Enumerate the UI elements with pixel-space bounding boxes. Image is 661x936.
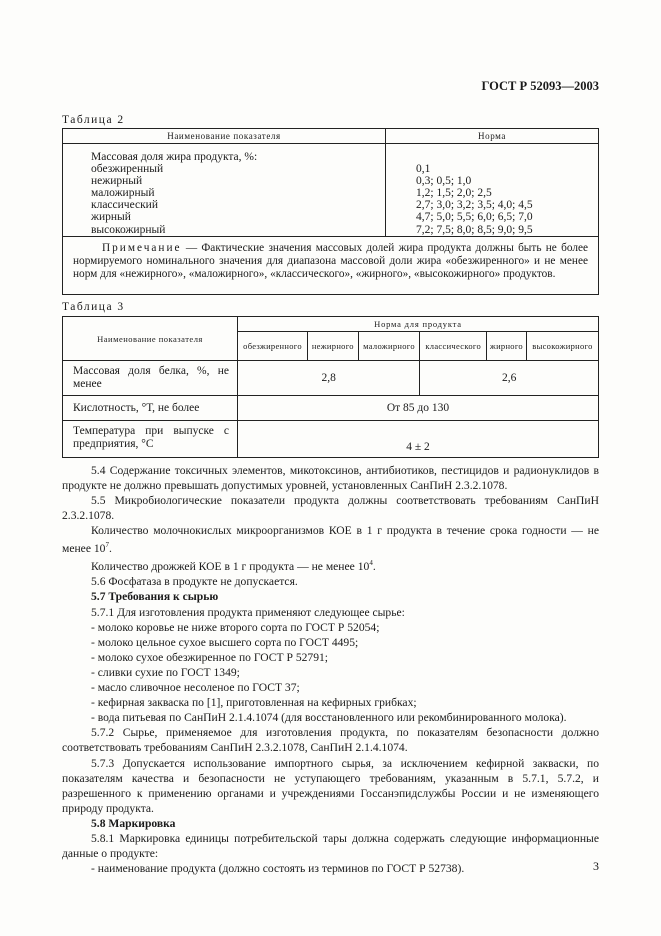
table3-subheader: жирного <box>486 332 526 361</box>
table2-row-name: высокожирный <box>91 223 166 236</box>
page-number: 3 <box>593 859 599 873</box>
table3-subheader: нежирного <box>308 332 358 361</box>
paragraph: Количество дрожжей КОЕ в 1 г продукта — не менее $10^4$. <box>91 559 376 574</box>
list-item: - сливки сухие по ГОСТ 1349; <box>91 665 240 679</box>
table2-row-name: маложирный <box>91 187 155 200</box>
table2-values <box>386 144 599 237</box>
table-3 <box>62 316 599 458</box>
table3-header-name: Наименование показателя <box>63 317 238 361</box>
table3-subheader: классического <box>420 332 486 361</box>
paragraph: 5.7.2 Сырье, применяемое для изготовления продукта, по показателям безопасности должно соответствовать требованиям СанПиН 2.3.2.1078, СанПиН 2.1.4.1074. <box>62 726 599 755</box>
body-text <box>62 463 599 876</box>
table3-row-name: Массовая доля белка, %, не менее <box>63 361 238 396</box>
paragraph: Количество молочнокислых микроорганизмов КОЕ в 1 г продукта в течение срока годности — не менее $10^7$. <box>62 524 599 556</box>
table3-value: 2,6 <box>420 361 599 396</box>
table2-note-label: Примечание <box>102 241 182 254</box>
table3-subheader: высокожирного <box>526 332 598 361</box>
table2-note <box>63 236 599 294</box>
paragraph: - наименование продукта (должно состоять из терминов по ГОСТ Р 52738). <box>91 862 465 876</box>
table2-header-norm: Норма <box>386 129 599 144</box>
table2-row-name: нежирный <box>91 175 143 188</box>
table-2 <box>62 128 599 295</box>
list-item: - масло сливочное несоленое по ГОСТ 37; <box>91 681 300 695</box>
paragraph: 5.5 Микробиологические показатели продукта должны соответствовать требованиям СанПиН 2.3.2.1078. <box>62 494 599 523</box>
list-item: - молоко сухое обезжиренное по ГОСТ Р 52791; <box>91 650 329 664</box>
list-item: - молоко цельное сухое высшего сорта по ГОСТ 4495; <box>91 635 359 649</box>
table2-row-value: 7,2; 7,5; 8,0; 8,5; 9,0; 9,5 <box>416 223 533 236</box>
section-heading: 5.8 Маркировка <box>91 816 176 830</box>
table2-row-value: 0,1 <box>416 163 431 176</box>
list-item: - молоко коровье не ниже второго сорта по ГОСТ Р 52054; <box>91 620 380 634</box>
list-item: - вода питьевая по СанПиН 2.1.4.1074 (для восстановленного или рекомбинированного молока). <box>91 711 567 725</box>
table2-names <box>63 144 386 237</box>
table2-row-value: 2,7; 3,0; 3,2; 3,5; 4,0; 4,5 <box>416 199 533 212</box>
table3-value: 2,8 <box>238 361 420 396</box>
table2-caption: Таблица 2 <box>62 114 125 126</box>
table3-caption: Таблица 3 <box>62 301 125 313</box>
paragraph: 5.6 Фосфатаза в продукте не допускается. <box>91 575 298 589</box>
paragraph: 5.7.1 Для изготовления продукта применяют следующее сырье: <box>91 605 405 619</box>
list-item: - кефирная закваска по [1], приготовленная на кефирных грибках; <box>91 696 417 710</box>
table2-row-name: классический <box>91 199 158 212</box>
table3-value: От 85 до 130 <box>238 396 599 421</box>
table3-header-norm: Норма для продукта <box>238 317 599 332</box>
table3-subheader: обезжиренного <box>238 332 308 361</box>
table2-note-text: — Фактические значения массовых долей жира продукта должны быть не более нормируемого номинального значения для диапазона массовой доли жира «обезжиренного» и не менее норм для «нежирного», «маложирного», «классического», «жирного», «высокожирного» продуктов. <box>73 241 588 280</box>
table2-param-title: Массовая доля жира продукта, %: <box>91 151 258 163</box>
table2-row-name: жирный <box>91 211 131 224</box>
table2-header-name: Наименование показателя <box>63 129 386 144</box>
table3-row-name: Кислотность, °Т, не более <box>63 396 238 421</box>
paragraph: 5.7.3 Допускается использование импортного сырья, за исключением кефирной закваски, по показателям качества и безопасности не уступающего требованиям, указанным в 5.7.1, 5.7.2, и разрешенного к применению органами и учреждениями Госсанэпидслужбы России и не изменяющего природу продукта. <box>62 756 599 815</box>
table2-row-value: 4,7; 5,0; 5,5; 6,0; 6,5; 7,0 <box>416 211 533 224</box>
table2-row-value: 0,3; 0,5; 1,0 <box>416 175 472 188</box>
standard-header: ГОСТ Р 52093—2003 <box>481 79 599 93</box>
paragraph: 5.8.1 Маркировка единицы потребительской тары должна содержать следующие информационные данные о продукте: <box>62 831 599 861</box>
section-heading: 5.7 Требования к сырью <box>91 590 219 604</box>
paragraph: 5.4 Содержание токсичных элементов, микотоксинов, антибиотиков, пестицидов и радионуклидов в продукте не должно превышать допустимых уровней, установленных СанПиН 2.3.2.1078. <box>62 464 599 493</box>
table3-value: 4 ± 2 <box>238 421 599 458</box>
table2-row-value: 1,2; 1,5; 2,0; 2,5 <box>416 187 492 200</box>
table3-subheader: маложирного <box>358 332 420 361</box>
table3-row-name: Температура при выпуске с предприятия, °С <box>63 421 238 458</box>
table2-row-name: обезжиренный <box>91 163 164 176</box>
